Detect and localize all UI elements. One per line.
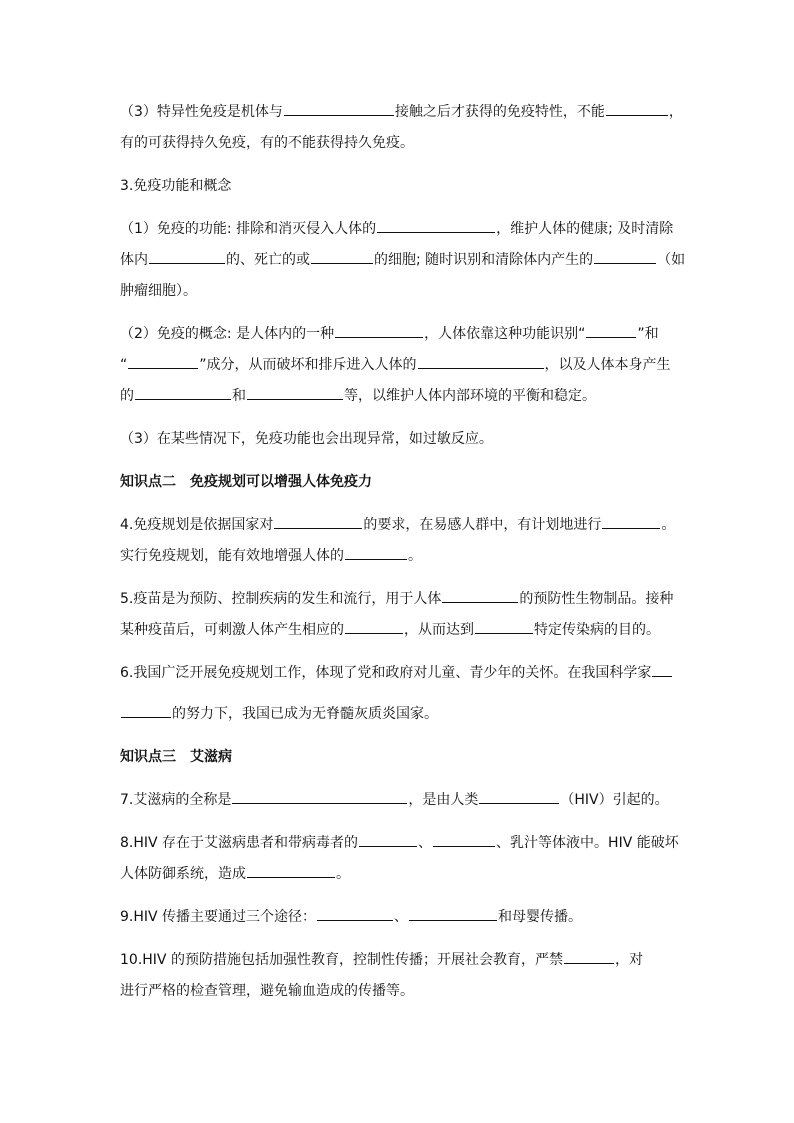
text: ，从而达到 <box>404 622 474 638</box>
question-5 <box>120 584 685 646</box>
text-line <box>120 214 685 245</box>
item-3-specific-immunity <box>120 97 685 159</box>
text-line <box>120 902 685 933</box>
fill-blank[interactable] <box>149 247 225 264</box>
text: 、 <box>394 909 409 925</box>
fill-blank[interactable] <box>433 830 495 847</box>
fill-blank[interactable] <box>345 543 407 560</box>
question-10 <box>120 945 685 1007</box>
text: 等，以维护人体内部环境的平衡和稳定。 <box>344 388 596 404</box>
text-line <box>120 541 685 572</box>
question-6 <box>120 658 685 730</box>
fill-blank[interactable] <box>128 352 198 369</box>
text-line <box>120 97 685 128</box>
fill-blank[interactable] <box>247 861 335 878</box>
text-line <box>120 615 685 646</box>
text: 实行免疫规划，能有效地增强人体的 <box>120 548 344 564</box>
text: 体内 <box>120 252 148 268</box>
text: 人体防御系统，造成 <box>120 866 246 882</box>
text: ，以及人体本身产生 <box>544 357 671 373</box>
text: ”和 <box>637 326 659 342</box>
fill-blank[interactable] <box>442 586 518 603</box>
text: 的细胞; 随时识别和清除体内产生的 <box>374 252 594 268</box>
text: 有的可获得持久免疫，有的不能获得持久免疫。 <box>120 135 414 151</box>
fill-blank[interactable] <box>475 617 533 634</box>
fill-blank[interactable] <box>232 787 407 804</box>
text-line <box>120 381 685 412</box>
fill-blank[interactable] <box>135 383 231 400</box>
text: （如 <box>657 252 686 268</box>
text-line <box>120 945 685 976</box>
fill-blank[interactable] <box>594 247 656 264</box>
question-7 <box>120 785 685 816</box>
text: ，人体依靠这种功能识别“ <box>424 326 586 342</box>
fill-blank[interactable] <box>335 321 423 338</box>
question-4 <box>120 510 685 572</box>
text: 和 <box>232 388 246 404</box>
text: 、 <box>418 835 433 851</box>
fill-blank[interactable] <box>359 830 417 847</box>
item-function <box>120 214 685 307</box>
text: 4.免疫规划是依据国家对 <box>120 517 274 533</box>
fill-blank[interactable] <box>317 904 393 921</box>
text: 肿瘤细胞）。 <box>120 283 197 299</box>
text-line <box>120 859 685 890</box>
text: 6.我国广泛开展免疫规划工作，体现了党和政府对儿童、青少年的关怀。在我国科学家 <box>120 665 652 681</box>
text: 9.HIV 传播主要通过三个途径： <box>120 909 317 925</box>
text: “ <box>120 357 128 373</box>
text: 某种疫苗后，可刺激人体产生相应的 <box>120 622 344 638</box>
worksheet-page <box>120 97 685 1019</box>
fill-blank[interactable] <box>602 512 660 529</box>
section-title-immune-function: 3.免疫功能和概念 <box>120 178 232 194</box>
text-line <box>120 276 685 307</box>
fill-blank[interactable] <box>479 787 559 804</box>
knowledge-point-2-heading: 知识点二 免疫规划可以增强人体免疫力 <box>120 474 372 490</box>
text: 10.HIV 的预防措施包括加强性教育，控制性传播；开展社会教育，严禁 <box>120 952 563 968</box>
question-8 <box>120 828 685 890</box>
text: 的预防性生物制品。接种 <box>519 591 674 607</box>
text: 的要求，在易感人群中，有计划地进行 <box>363 517 602 533</box>
text-line <box>120 510 685 541</box>
text-line <box>120 584 685 615</box>
fill-blank[interactable] <box>284 99 394 116</box>
fill-blank[interactable] <box>606 99 668 116</box>
text-line <box>120 699 685 730</box>
fill-blank[interactable] <box>652 660 672 677</box>
text: 。 <box>661 517 676 533</box>
fill-blank[interactable] <box>311 247 373 264</box>
text-line <box>120 350 685 381</box>
text: 的、死亡的或 <box>226 252 310 268</box>
fill-blank[interactable] <box>418 352 544 369</box>
fill-blank[interactable] <box>247 383 343 400</box>
text-line <box>120 245 685 276</box>
text: 和母婴传播。 <box>498 909 583 925</box>
text: 、乳汁等体液中。HIV 能破坏 <box>496 835 679 851</box>
text: 7.艾滋病的全称是 <box>120 792 232 808</box>
item-abnormal: （3）在某些情况下，免疫功能也会出现异常，如过敏反应。 <box>120 431 493 447</box>
text: （HIV）引起的。 <box>560 792 669 808</box>
text: 进行严格的检查管理，避免输血造成的传播等。 <box>120 983 414 999</box>
text: ”成分，从而破坏和排斥进入人体的 <box>199 357 417 373</box>
knowledge-point-3-heading: 知识点三 艾滋病 <box>120 749 232 765</box>
text: ，对 <box>614 952 643 968</box>
fill-blank[interactable] <box>121 701 171 718</box>
text: 8.HIV 存在于艾滋病患者和带病毒者的 <box>120 835 359 851</box>
fill-blank[interactable] <box>564 947 614 964</box>
text-line <box>120 976 685 1007</box>
text-line <box>120 319 685 350</box>
text: （3）特异性免疫是机体与 <box>120 104 283 120</box>
text-line <box>120 828 685 859</box>
text: 的努力下，我国已成为无脊髓灰质炎国家。 <box>172 706 438 722</box>
text: 5.疫苗是为预防、控制疾病的发生和流行，用于人体 <box>120 591 442 607</box>
text: 。 <box>336 866 350 882</box>
text: （1）免疫的功能: 排除和消灭侵入人体的 <box>120 221 377 237</box>
fill-blank[interactable] <box>345 617 403 634</box>
text: ，是由人类 <box>408 792 479 808</box>
text: ， <box>668 104 683 120</box>
fill-blank[interactable] <box>586 321 636 338</box>
text-line <box>120 785 685 816</box>
fill-blank[interactable] <box>274 512 362 529</box>
question-9 <box>120 902 685 933</box>
text: 。 <box>408 548 422 564</box>
spacer <box>120 689 685 699</box>
text: （2）免疫的概念: 是人体内的一种 <box>120 326 335 342</box>
text-line <box>120 658 685 689</box>
text: ，维护人体的健康; 及时清除 <box>496 221 674 237</box>
fill-blank[interactable] <box>377 216 495 233</box>
fill-blank[interactable] <box>409 904 497 921</box>
text: 的 <box>120 388 134 404</box>
text-line <box>120 128 685 159</box>
text: 特定传染病的目的。 <box>534 622 660 638</box>
text: 接触之后才获得的免疫特性，不能 <box>394 104 605 120</box>
item-concept <box>120 319 685 412</box>
